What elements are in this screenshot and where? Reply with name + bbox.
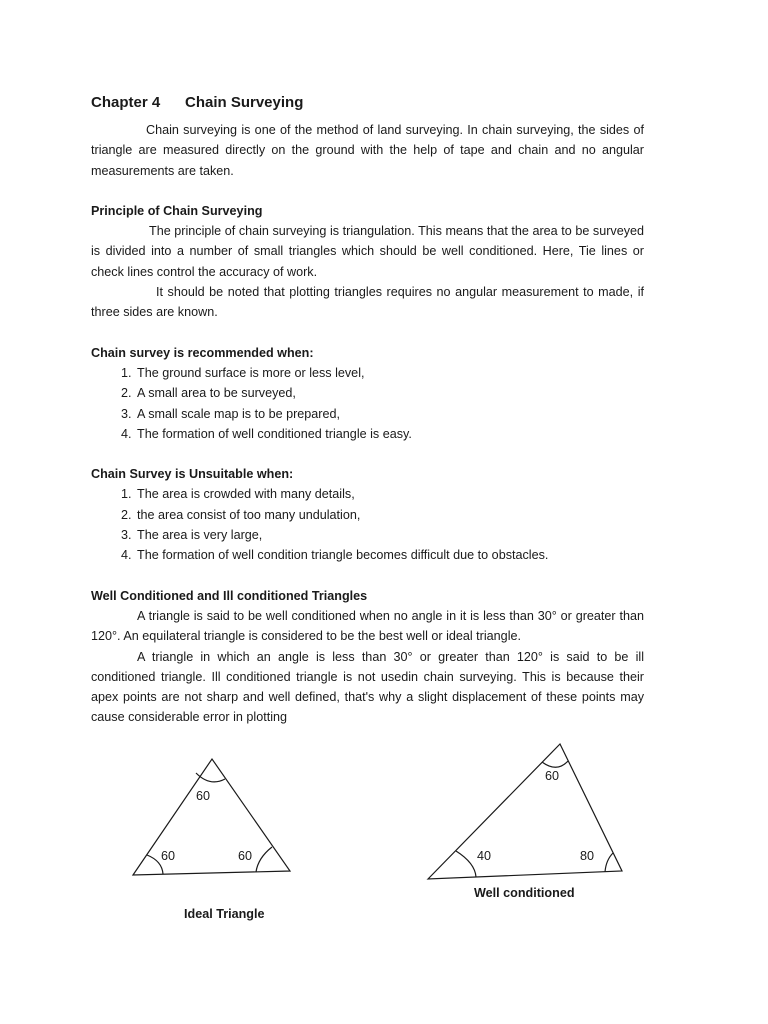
recommended-list <box>91 363 644 444</box>
well-angle-left: 40 <box>477 849 492 863</box>
intro-paragraph: Chain surveying is one of the method of land surveying. In chain surveying, the sides of triangle are measured directly on the ground with the help of tape and chain and no angular measurements are taken. <box>91 123 644 178</box>
chapter-number: Chapter 4 <box>91 94 161 111</box>
ideal-right-arc <box>256 847 272 872</box>
unsuitable-list <box>91 484 644 565</box>
ideal-angle-left: 60 <box>161 849 176 863</box>
principle-paragraph-1: The principle of chain surveying is triangulation. This means that the area to be surveyed is divided into a number of small triangles which should be well conditioned. Here, Tie lines or check lines control the accuracy of work. <box>91 224 644 279</box>
triangle-diagrams <box>0 735 768 935</box>
ideal-angle-right: 60 <box>238 849 253 863</box>
well-right-arc <box>605 853 613 872</box>
list-item: 2. the area consist of too many undulation, <box>135 505 644 525</box>
ideal-top-arc <box>196 773 225 782</box>
well-left-arc <box>456 851 476 877</box>
well-conditioned-caption: Well conditioned <box>474 886 575 900</box>
recommended-heading: Chain survey is recommended when: <box>91 345 314 360</box>
ideal-angle-top: 60 <box>196 789 211 803</box>
list-item: 1. The ground surface is more or less level, <box>135 363 644 383</box>
principle-paragraph-2: It should be noted that plotting triangles requires no angular measurement to made, if three sides are known. <box>91 285 644 320</box>
well-top-arc <box>542 761 568 767</box>
list-item: 3. The area is very large, <box>135 525 644 545</box>
list-item: 1. The area is crowded with many details, <box>135 484 644 504</box>
list-item: 4. The formation of well conditioned triangle is easy. <box>135 424 644 444</box>
unsuitable-heading: Chain Survey is Unsuitable when: <box>91 467 294 482</box>
well-angle-right: 80 <box>580 849 595 863</box>
ideal-triangle-caption: Ideal Triangle <box>184 907 265 921</box>
list-item: 4. The formation of well condition triangle becomes difficult due to obstacles. <box>135 545 644 565</box>
triangle-figures <box>0 735 768 935</box>
document-page <box>91 92 644 728</box>
triangles-heading: Well Conditioned and Ill conditioned Triangles <box>91 588 368 603</box>
list-item: 2. A small area to be surveyed, <box>135 383 644 403</box>
chapter-title: Chain Surveying <box>185 94 304 111</box>
chapter-heading <box>91 92 644 114</box>
ideal-triangle-shape <box>133 759 290 875</box>
triangles-paragraph-1: A triangle is said to be well conditioned when no angle in it is less than 30° or greater than 120°. An equilateral triangle is considered to be the best well or ideal triangle. <box>91 608 644 644</box>
list-item: 3. A small scale map is to be prepared, <box>135 404 644 424</box>
well-angle-top: 60 <box>545 769 560 783</box>
triangles-paragraph-2: A triangle in which an angle is less than 30° or greater than 120° is said to be ill conditioned triangle. Ill conditioned triangle is not usedin chain surveying. This is because their apex points are not sharp and well defined, that's why a slight displacement of these points may cause considerable error in plotting <box>91 649 644 725</box>
principle-heading: Principle of Chain Surveying <box>91 203 263 218</box>
